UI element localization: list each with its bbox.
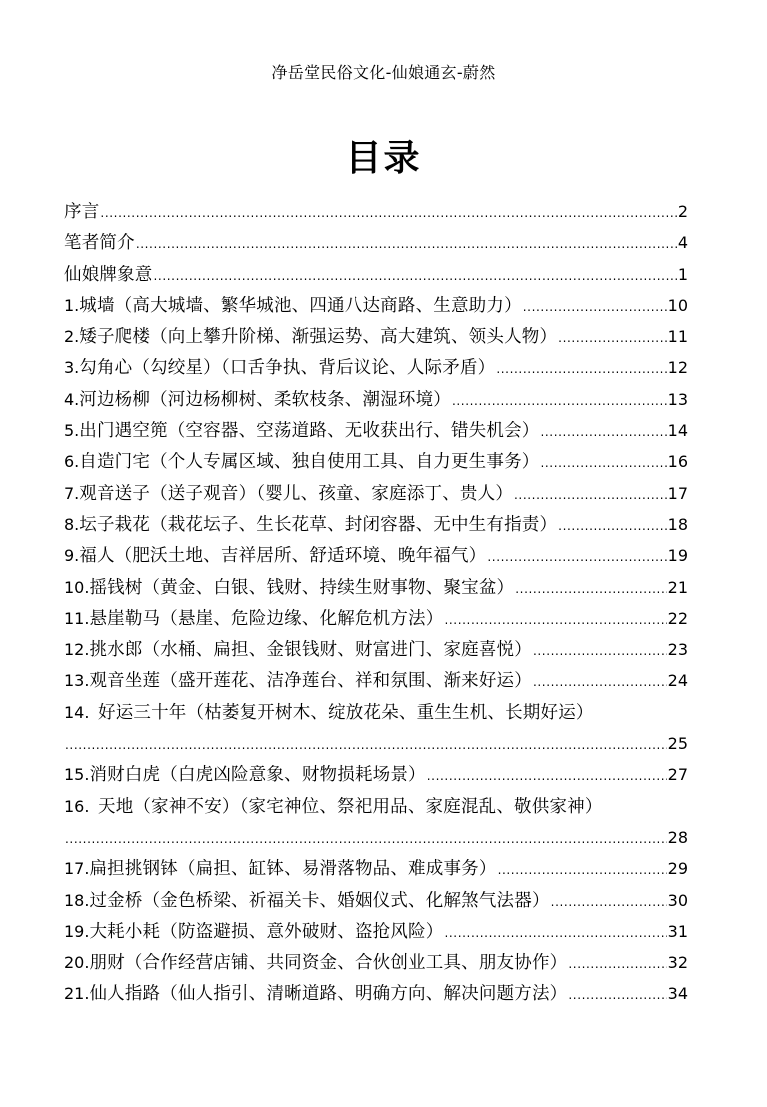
toc-entry[interactable] xyxy=(64,665,688,696)
toc-entry[interactable] xyxy=(64,259,688,290)
toc-entry-text: 坛子栽花（栽花坛子、生长花草、封闭容器、无中生有指责） xyxy=(79,514,558,535)
toc-entry-page: 11 xyxy=(667,327,688,347)
toc-entry[interactable] xyxy=(64,384,688,415)
dot-leader xyxy=(558,323,666,354)
toc-entry-page: 18 xyxy=(667,514,688,534)
toc-entry[interactable] xyxy=(64,227,688,258)
toc-entry-text: 矮子爬楼（向上攀升阶梯、渐强运势、高大建筑、领头人物） xyxy=(79,327,558,348)
toc-entry-continuation[interactable] xyxy=(64,822,688,853)
toc-entry-number: 3. xyxy=(64,358,80,378)
toc-entry-text: 摇钱树（黄金、白银、钱财、持续生财事物、聚宝盆） xyxy=(89,577,515,598)
toc-entry-page: 25 xyxy=(667,734,688,754)
dot-leader xyxy=(65,730,667,761)
toc-entry-page: 34 xyxy=(667,984,688,1004)
toc-entry-page: 1 xyxy=(677,264,688,284)
toc-entry-text: 勾角心（勾绞星）（口舌争执、背后议论、人际矛盾） xyxy=(79,358,496,379)
toc-entry[interactable] xyxy=(64,978,688,1009)
toc-entry-page: 2 xyxy=(677,202,688,221)
dot-leader xyxy=(540,417,666,448)
toc-entry-text: 仙人指路（仙人指引、清晰道路、明确方向、解决问题方法） xyxy=(89,984,568,1005)
toc-entry-number: 1. xyxy=(64,295,80,315)
toc-entry-text: 挑水郎（水桶、扁担、金银钱财、财富进门、家庭喜悦） xyxy=(89,640,532,661)
dot-leader xyxy=(523,292,667,323)
toc-entry-page: 12 xyxy=(667,358,688,378)
toc-entry-page: 10 xyxy=(667,295,688,315)
dot-leader xyxy=(496,354,666,385)
toc-entry[interactable] xyxy=(64,885,688,916)
toc-entry-continuation[interactable] xyxy=(64,728,688,759)
toc-entry-number: 11. xyxy=(64,608,90,628)
toc-entry-text: 仙娘牌象意 xyxy=(64,264,153,285)
toc-entry[interactable] xyxy=(64,290,688,321)
toc-entry-text: 好运三十年（枯萎复开树木、绽放花朵、重生生机、长期好运） xyxy=(98,702,594,723)
dot-leader xyxy=(444,918,666,949)
table-of-contents xyxy=(64,196,688,1010)
toc-entry[interactable] xyxy=(64,759,688,790)
toc-entry-text: 天地（家神不安）（家宅神位、祭祀用品、家庭混乱、敬供家神） xyxy=(98,796,603,817)
toc-entry-page: 19 xyxy=(667,546,688,566)
toc-entry-number: 13. xyxy=(64,671,90,691)
toc-entry-page: 14 xyxy=(667,421,688,441)
toc-entry[interactable] xyxy=(64,603,688,634)
toc-entry-text: 悬崖勒马（悬崖、危险边缘、化解危机方法） xyxy=(89,608,444,629)
dot-leader xyxy=(154,261,677,292)
toc-entry-page: 28 xyxy=(667,827,688,847)
toc-entry-number: 17. xyxy=(64,859,90,879)
toc-entry-text: 朋财（合作经营店铺、共同资金、合伙创业工具、朋友协作） xyxy=(89,953,568,974)
toc-entry[interactable] xyxy=(64,697,688,728)
toc-entry-text: 过金桥（金色桥梁、祈福关卡、婚姻仪式、化解煞气法器） xyxy=(89,890,550,911)
toc-entry[interactable] xyxy=(64,446,688,477)
toc-entry-text: 消财白虎（白虎凶险意象、财物损耗场景） xyxy=(89,765,426,786)
toc-entry[interactable] xyxy=(64,634,688,665)
toc-entry-number: 21. xyxy=(64,984,90,1004)
toc-entry[interactable] xyxy=(64,509,688,540)
toc-entry-number: 2. xyxy=(64,327,80,347)
toc-entry-text: 河边杨柳（河边杨柳树、柔软枝条、潮湿环境） xyxy=(79,389,451,410)
dot-leader xyxy=(136,229,677,260)
dot-leader xyxy=(558,511,666,542)
toc-entry-text: 观音坐莲（盛开莲花、洁净莲台、祥和氛围、渐来好运） xyxy=(89,671,532,692)
toc-entry[interactable] xyxy=(64,540,688,571)
toc-entry-page: 27 xyxy=(667,765,688,785)
dot-leader xyxy=(487,542,666,573)
toc-entry-text: 自造门宅（个人专属区域、独自使用工具、自力更生事务） xyxy=(79,452,540,473)
dot-leader xyxy=(444,605,666,636)
toc-entry-text: 大耗小耗（防盗避损、意外破财、盗抢风险） xyxy=(89,921,444,942)
toc-entry-number: 8. xyxy=(64,514,80,534)
dot-leader xyxy=(65,824,667,855)
toc-entry-number: 18. xyxy=(64,890,90,910)
toc-entry-page: 22 xyxy=(667,608,688,628)
toc-entry-number: 5. xyxy=(64,421,80,441)
toc-entry[interactable] xyxy=(64,352,688,383)
dot-leader xyxy=(514,480,667,511)
toc-entry[interactable] xyxy=(64,916,688,947)
toc-entry[interactable] xyxy=(64,947,688,978)
toc-entry-page: 16 xyxy=(667,452,688,472)
dot-leader xyxy=(515,574,666,605)
dot-leader xyxy=(100,198,676,229)
toc-entry[interactable] xyxy=(64,321,688,352)
toc-entry-page: 24 xyxy=(667,671,688,691)
dot-leader xyxy=(551,887,667,918)
toc-entry-page: 17 xyxy=(667,483,688,503)
toc-entry-page: 13 xyxy=(667,389,688,409)
dot-leader xyxy=(498,855,667,886)
toc-entry-text: 扁担挑钢钵（扁担、缸钵、易滑落物品、难成事务） xyxy=(89,859,497,880)
toc-entry[interactable] xyxy=(64,791,688,822)
toc-entry-number: 14. xyxy=(64,702,90,722)
toc-entry-text: 城墙（高大城墙、繁华城池、四通八达商路、生意助力） xyxy=(79,295,522,316)
dot-leader xyxy=(568,980,666,1011)
toc-entry-page: 31 xyxy=(667,921,688,941)
dot-leader xyxy=(533,667,667,698)
document-header: 净岳堂民俗文化-仙娘通玄-蔚然 xyxy=(271,63,496,82)
toc-entry-text: 福人（肥沃土地、吉祥居所、舒适环境、晚年福气） xyxy=(79,546,487,567)
toc-entry[interactable] xyxy=(64,415,688,446)
toc-entry-text: 出门遇空篼（空容器、空荡道路、无收获出行、错失机会） xyxy=(79,421,540,442)
toc-entry-page: 4 xyxy=(677,233,688,253)
toc-entry-number: 12. xyxy=(64,640,90,660)
toc-entry-number: 20. xyxy=(64,953,90,973)
toc-entry-number: 15. xyxy=(64,765,90,785)
toc-entry[interactable] xyxy=(64,853,688,884)
toc-entry-page: 23 xyxy=(667,640,688,660)
toc-entry[interactable] xyxy=(64,478,688,509)
toc-entry-page: 21 xyxy=(667,577,688,597)
toc-entry-number: 10. xyxy=(64,577,90,597)
toc-entry-text: 序言 xyxy=(64,202,100,222)
toc-entry-number: 9. xyxy=(64,546,80,566)
dot-leader xyxy=(568,949,666,980)
toc-entry-number: 6. xyxy=(64,452,80,472)
toc-entry[interactable] xyxy=(64,572,688,603)
toc-entry-number: 16. xyxy=(64,796,90,816)
toc-entry-text: 观音送子（送子观音）（婴儿、孩童、家庭添丁、贵人） xyxy=(79,483,514,504)
dot-leader xyxy=(540,448,666,479)
toc-entry-page: 30 xyxy=(667,890,688,910)
toc-entry-number: 19. xyxy=(64,921,90,941)
toc-title: 目录 xyxy=(345,138,422,179)
toc-entry-number: 4. xyxy=(64,389,80,409)
toc-entry-page: 32 xyxy=(667,953,688,973)
dot-leader xyxy=(427,761,667,792)
dot-leader xyxy=(452,386,667,417)
dot-leader xyxy=(533,636,667,667)
toc-entry[interactable] xyxy=(64,196,688,227)
toc-entry-number: 7. xyxy=(64,483,80,503)
toc-entry-text: 笔者简介 xyxy=(64,233,135,254)
toc-entry-page: 29 xyxy=(667,859,688,879)
